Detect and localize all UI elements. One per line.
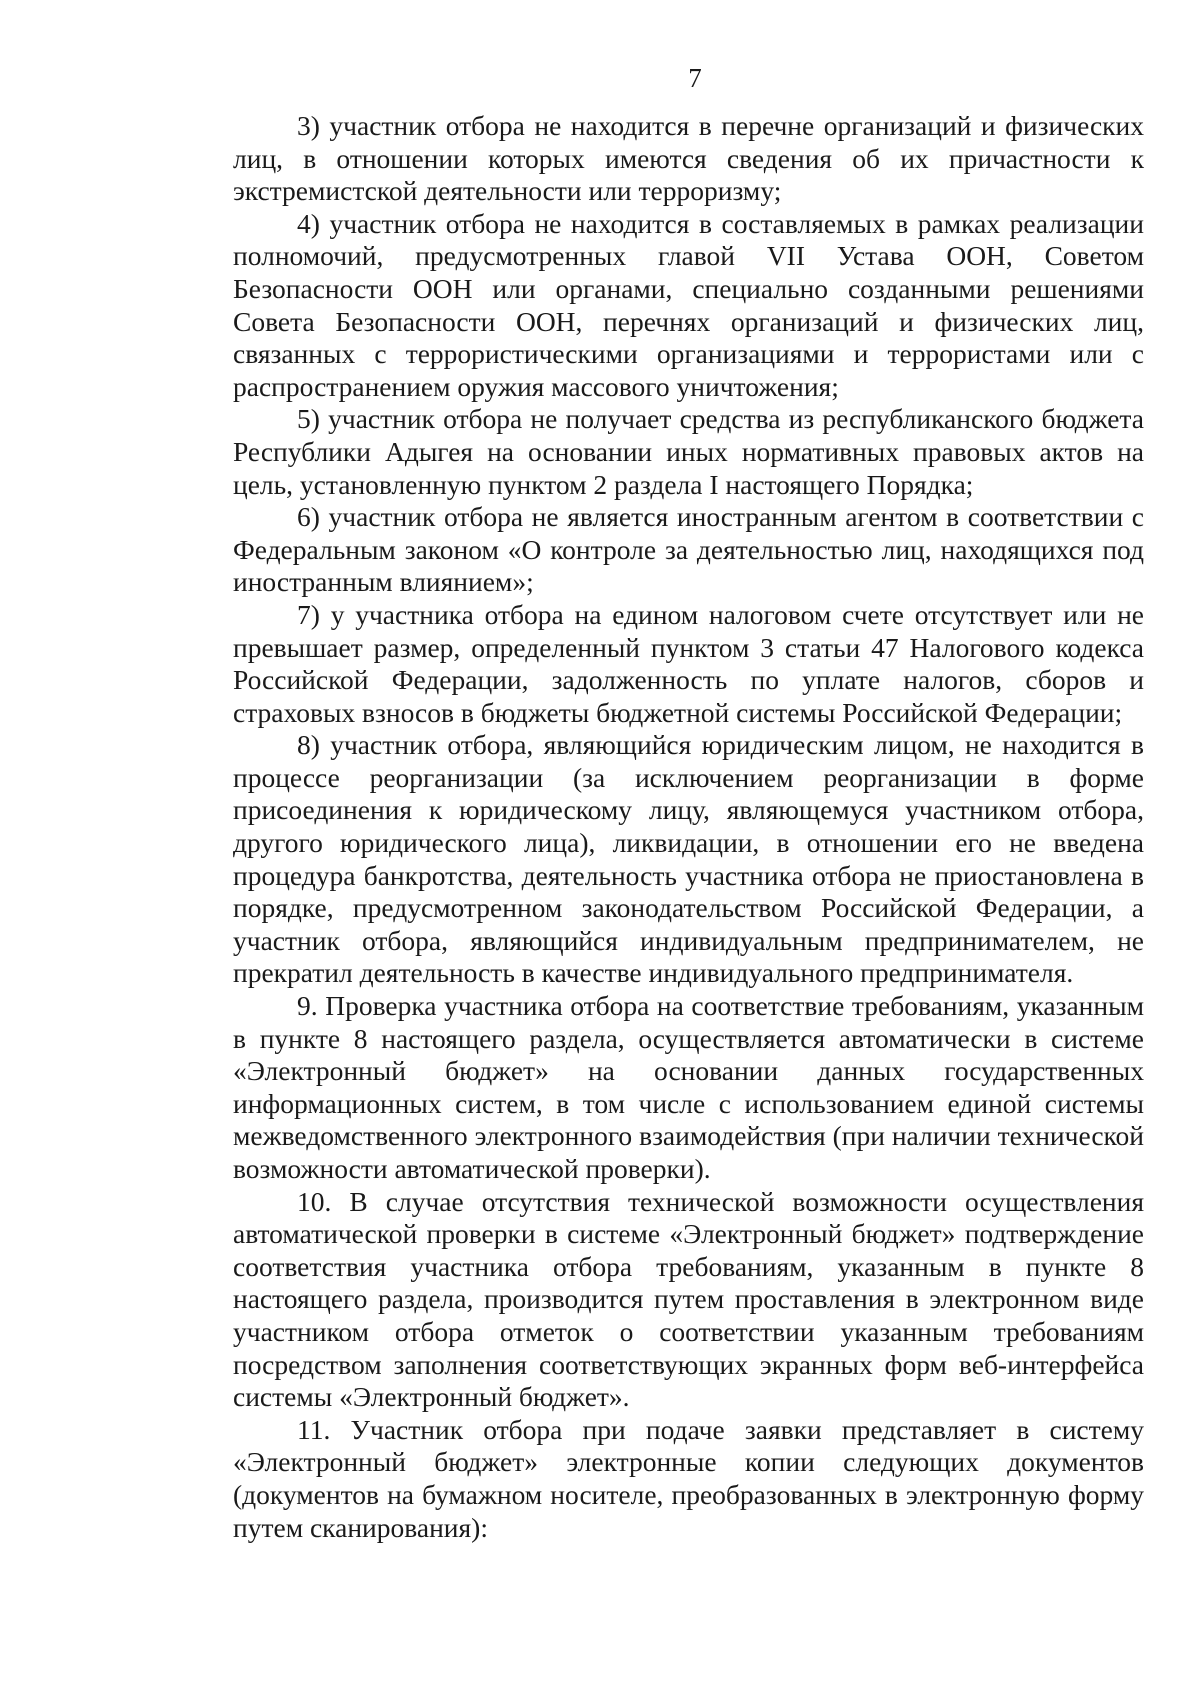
paragraph-clause-9: 9. Проверка участника отбора на соответствие требованиям, указанным в пункте 8 настоящего раздела, осуществляется автоматически в системе «Электронный бюджет» на основании данных государственных информационных систем, в том числе с использованием единой системы межведомственного электронного взаимодействия (при наличии технической возможности автоматической проверки). [233, 990, 1144, 1184]
document-body [233, 110, 1144, 1544]
paragraph-item-3: 3) участник отбора не находится в перечне организаций и физических лиц, в отношении которых имеются сведения об их причастности к экстремистской деятельности или терроризму; [233, 110, 1144, 207]
paragraph-item-4: 4) участник отбора не находится в составляемых в рамках реализации полномочий, предусмотренных главой VII Устава ООН, Советом Безопасности ООН или органами, специально созданными решениями Совета Безопасности ООН, перечнях организаций и физических лиц, связанных с террористическими организациями и террористами или с распространением оружия массового уничтожения; [233, 207, 1144, 402]
paragraph-clause-10: 10. В случае отсутствия технической возможности осуществления автоматической проверки в системе «Электронный бюджет» подтверждение соответствия участника отбора требованиям, указанным в пункте 8 настоящего раздела, производится путем проставления в электронном виде участником отбора отметок о соответствии указанным требованиям посредством заполнения соответствующих экранных форм веб-интерфейса системы «Электронный бюджет». [233, 1185, 1144, 1413]
paragraph-item-7: 7) у участника отбора на едином налоговом счете отсутствует или не превышает размер, определенный пунктом 3 статьи 47 Налогового кодекса Российской Федерации, задолженность по уплате налогов, сборов и страховых взносов в бюджеты бюджетной системы Российской Федерации; [233, 598, 1144, 728]
paragraph-item-8: 8) участник отбора, являющийся юридическим лицом, не находится в процессе реорганизации (за исключением реорганизации в форме присоединения к юридическому лицу, являющемуся участником отбора, другого юридического лица), ликвидации, в отношении его не введена процедура банкротства, деятельность участника отбора не приостановлена в порядке, предусмотренном законодательством Российской Федерации, а участник отбора, являющийся индивидуальным предпринимателем, не прекратил деятельность в качестве индивидуального предпринимателя. [233, 729, 1144, 989]
page-number: 7 [688, 63, 702, 93]
paragraph-item-6: 6) участник отбора не является иностранным агентом в соответствии с Федеральным законом «О контроле за деятельностью лиц, находящихся под иностранным влиянием»; [233, 501, 1144, 598]
paragraph-clause-11: 11. Участник отбора при подаче заявки представляет в систему «Электронный бюджет» электронные копии следующих документов (документов на бумажном носителе, преобразованных в электронную форму путем сканирования): [233, 1413, 1144, 1543]
paragraph-item-5: 5) участник отбора не получает средства из республиканского бюджета Республики Адыгея на основании иных нормативных правовых актов на цель, установленную пунктом 2 раздела I настоящего Порядка; [233, 403, 1144, 500]
